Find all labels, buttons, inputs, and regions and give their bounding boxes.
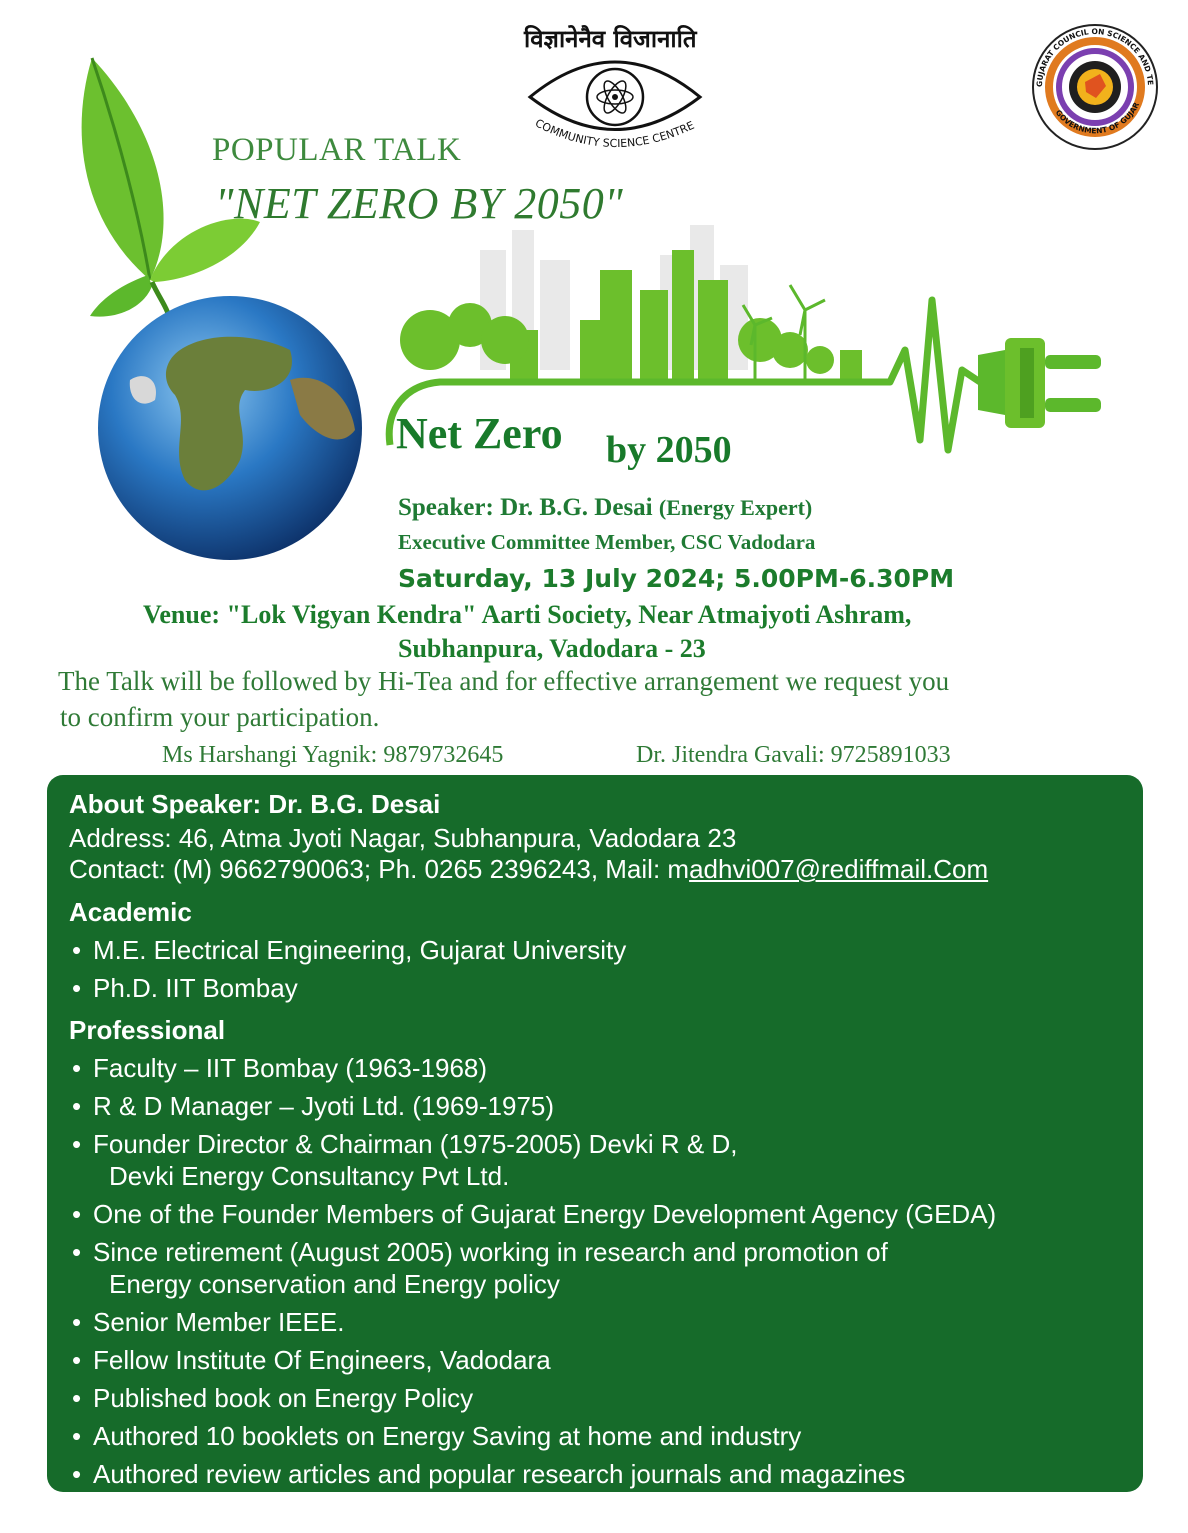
- net-zero-heading: Net Zero: [396, 409, 563, 458]
- speaker-role: (Energy Expert): [658, 495, 813, 520]
- list-item: • Authored 10 booklets on Energy Saving at home and industry: [93, 1421, 801, 1452]
- contact-text: Contact: (M) 9662790063; Ph. 0265 2396243, Mail: m: [69, 854, 690, 884]
- event-date-time: Saturday, 13 July 2024; 5.00PM-6.30PM: [398, 564, 955, 593]
- popular-talk-label: POPULAR TALK: [212, 132, 462, 168]
- csc-motto: विज्ञानेनैव विजानाति: [524, 25, 697, 53]
- list-item: • One of the Founder Members of Gujarat Energy Development Agency (GEDA): [93, 1199, 996, 1230]
- venue-line-1: Venue: "Lok Vigyan Kendra" Aarti Society, Near Atmajyoti Ashram,: [143, 600, 912, 629]
- speaker-contact: [69, 854, 988, 885]
- speaker-name: Speaker: Dr. B.G. Desai: [398, 494, 653, 521]
- community-science-centre-logo: [500, 22, 730, 152]
- list-item: • Since retirement (August 2005) working in research and promotion of: [93, 1237, 888, 1268]
- contact-person-1: Ms Harshangi Yagnik: 9879732645: [162, 742, 504, 768]
- list-item: • Authored review articles and popular research journals and magazines: [93, 1459, 905, 1490]
- list-item-continuation: Devki Energy Consultancy Pvt Ltd.: [109, 1161, 510, 1191]
- list-item: • Founder Director & Chairman (1975-2005) Devki R & D,: [93, 1129, 737, 1160]
- gcst-logo: [1030, 22, 1160, 152]
- list-item: • Fellow Institute Of Engineers, Vadodara: [93, 1345, 551, 1376]
- contact-person-2: Dr. Jitendra Gavali: 9725891033: [636, 742, 951, 768]
- globe-icon: [98, 296, 362, 560]
- plug-icon: [978, 338, 1101, 428]
- list-item: • M.E. Electrical Engineering, Gujarat University: [93, 935, 626, 966]
- talk-title: "NET ZERO BY 2050": [215, 179, 624, 228]
- academic-heading: Academic: [69, 897, 192, 927]
- list-item: • Ph.D. IIT Bombay: [93, 973, 298, 1004]
- svg-text:GOVERNMENT OF GUJARAT: GOVERNMENT OF GUJAR: [1053, 100, 1142, 136]
- about-heading: About Speaker: Dr. B.G. Desai: [69, 789, 441, 819]
- by-year-heading: by 2050: [606, 429, 732, 471]
- venue-line-2: Subhanpura, Vadodara - 23: [398, 634, 706, 663]
- speaker-address: Address: 46, Atma Jyoti Nagar, Subhanpura, Vadodara 23: [69, 823, 737, 853]
- svg-text:GUJARAT COUNCIL ON SCIENCE AND: GUJARAT COUNCIL ON SCIENCE AND TE: [1034, 26, 1156, 88]
- about-speaker-box: [47, 775, 1143, 1492]
- city-skyline-icon: [400, 250, 862, 380]
- list-item-continuation: Energy conservation and Energy policy: [109, 1269, 560, 1299]
- list-item: • Senior Member IEEE.: [93, 1307, 344, 1338]
- svg-text:COMMUNITY SCIENCE CENTRE: COMMUNITY SCIENCE CENTRE: [533, 116, 697, 151]
- hi-tea-note-line-1: The Talk will be followed by Hi-Tea and for effective arrangement we request you: [58, 666, 950, 696]
- speaker-line: [398, 494, 812, 522]
- list-item: • R & D Manager – Jyoti Ltd. (1969-1975): [93, 1091, 554, 1122]
- executive-line: Executive Committee Member, CSC Vadodara: [398, 530, 816, 554]
- professional-heading: Professional: [69, 1015, 226, 1045]
- hi-tea-note-line-2: to confirm your participation.: [60, 702, 380, 732]
- list-item: • Published book on Energy Policy: [93, 1383, 473, 1414]
- list-item: • Faculty – IIT Bombay (1963-1968): [93, 1053, 487, 1084]
- email-link[interactable]: adhvi007@rediffmail.Com: [689, 854, 989, 884]
